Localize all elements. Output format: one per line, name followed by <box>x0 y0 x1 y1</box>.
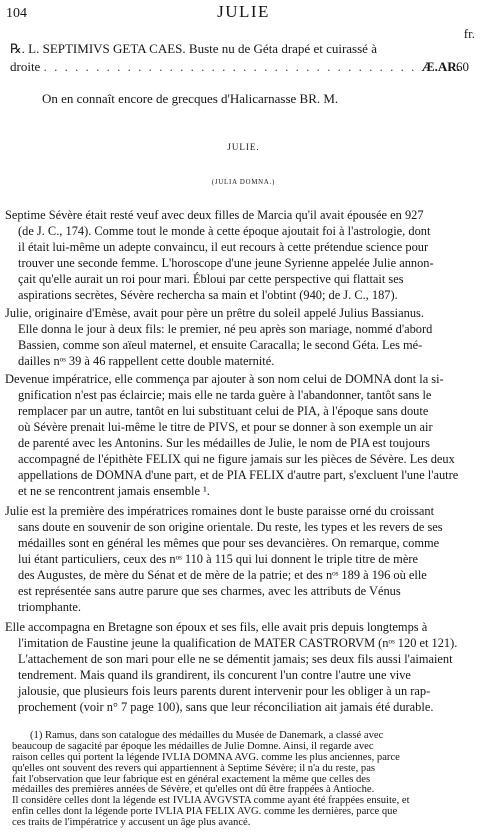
para-3-line-5: de parenté avec les Antonins. Sur les médailles de Julie, le nom de PIA est toujours <box>18 436 430 450</box>
currency-unit: fr. <box>463 26 475 41</box>
para-3-line-1: Devenue impératrice, elle commença par ajouter à son nom celui de DOMNA dont la si- <box>5 372 444 386</box>
coin-entry-metal: Æ.AR. <box>421 59 460 74</box>
footnote-line-8: enfin celles dont la légende porte IVLIA PIA FELIX AVG. comme les dernières, parce que <box>12 806 398 818</box>
para-1-line-3: il était lui-même un adepte convaincu, il eut recours à cette prétendue science pour <box>18 240 429 254</box>
para-1-line-2: (de J. C., 174). Comme tout le monde à cette époque ajoutait foi à l'astrologie, dont <box>18 224 431 238</box>
para-4-line-3: médailles sont en général les mêmes que pour ses devancières. On remarque, comme <box>18 536 440 550</box>
page-header <box>0 2 487 24</box>
para-5-line-2: l'imitation de Faustine jeune la qualification de MATER CASTRORVM (nᵒˢ 120 et 121). <box>18 636 458 650</box>
para-5-line-4: tendrement. Mais quand ils grandirent, ils concurent l'un contre l'autre une vive <box>18 668 411 682</box>
coin-entry-line-2: droite . . . . . . . . . . . . . . . . . . . . . . . . . . . . . . . . . . . . Æ.AR. 60 <box>10 59 469 74</box>
para-2-line-2: Elle donna le jour à deux fils: le premier, né peu après son mariage, nommé d'abord <box>18 322 433 336</box>
coin-entry-line-1: ℞. L. SEPTIMIVS GETA CAES. Buste nu de Géta drapé et cuirassé à <box>10 41 377 56</box>
footnote-line-7: Il considère celles dont la légende est IVLIA AVGVSTA comme ayant été frappées ensuite, et <box>12 795 410 807</box>
footnote-line-1: (1) Ramus, dans son catalogue des médailles du Musée de Danemark, a classé avec <box>30 730 384 741</box>
para-2-line-4: dailles nᵒˢ 39 à 46 rappellent cette double maternité. <box>18 354 275 368</box>
para-1-line-4: trouver une seconde femme. L'horoscope d'une jeune Syrienne appelée Julie annon- <box>18 256 434 270</box>
para-4-line-6: est représentée sans autre parure que ses charmes, avec les attributs de Vénus <box>18 584 401 598</box>
para-4-line-5: des Augustes, de mère du Sénat et de mère de la patrie; et des nᵒˢ 189 à 196 où elle <box>18 568 427 582</box>
para-4-line-1: Julie est la première des impératrices romaines dont le buste paraisse orné du croissant <box>5 504 435 518</box>
para-1-line-6: aspirations secrètes, Sévère rechercha sa main et l'obtint (940; de J. C., 187). <box>18 288 398 302</box>
para-1-line-1: Septime Sévère était resté veuf avec deux filles de Marcia qu'il avait épousée en 927 <box>5 208 424 222</box>
running-title: JULIE <box>217 2 270 21</box>
para-3-line-4: où Sévère prenait lui-même le titre de PIVS, et pour se donner à son exemple un air <box>18 420 433 434</box>
para-3-line-7: appellations de DOMNA d'une part, et de PIA FELIX d'autre part, s'excluent l'une l'autre <box>18 468 459 482</box>
coin-entry-droite: droite <box>10 59 41 74</box>
section-subtitle: (JULIA DOMNA.) <box>211 179 276 186</box>
para-4-line-2: sans doute en souvenir de son origine orientale. Du reste, les types et les revers de ses <box>18 520 443 534</box>
para-3-line-6: accompagné de l'épithète FELIX qui ne figure jamais sur les pièces de Sévère. Les deux <box>18 452 455 466</box>
section-title: JULIE. <box>227 142 260 152</box>
para-4-line-7: triomphante. <box>18 600 81 614</box>
footnote-line-3: raison celles qui portent la légende IVLIA DOMNA AVG. comme les plus anciennes, parce <box>12 751 400 763</box>
para-3-line-8: et ne se rencontrent jamais ensemble ¹. <box>18 484 210 498</box>
para-5-line-1: Elle accompagna en Bretagne son époux et ses fils, elle avait pris depuis longtemps à <box>5 620 428 634</box>
para-3-line-2: gnification n'est pas éclaircie; mais elle ne tarda guère à l'abandonner, tantôt sans le <box>18 388 432 402</box>
coin-entry-value: 60 <box>456 59 469 74</box>
footnote-line-4: qu'elles ont souvent des revers qui appartiennent à Septime Sévère; il n'a du reste, pas <box>12 762 376 774</box>
footnote-line-9: ces traits de l'impératrice y accusent un âge plus avancé. <box>12 817 251 829</box>
para-5-line-5: jalousie, que plusieurs fois leurs parents durent intervenir pour les obliger à un rap- <box>18 684 431 698</box>
para-5-line-3: L'attachement de son mari pour elle ne se démentit jamais; ses deux fils aussi l'aimaient <box>18 652 453 666</box>
footnote-line-6: médailles des premières années de Sévère, et qu'elles ont dû être frappées à Antioche. <box>12 784 375 796</box>
para-4-line-4: lui étant particuliers, ceux des nᵒˢ 110 à 115 qui lui donnent le triple titre de mère <box>18 552 418 566</box>
halicarnasse-note: On en connaît encore de grecques d'Halicarnasse BR. M. <box>42 91 339 106</box>
para-5-line-6: prochement (voir n° 7 page 100), sans que leur réconciliation ait jamais été durable. <box>18 700 434 714</box>
page-number: 104 <box>6 6 27 21</box>
para-1-line-5: çait qu'elle aurait un roi pour mari. Ébloui par cette perspective qui flattait ses <box>18 272 404 286</box>
footnote-line-2: beaucoup de sagacité par époque les médailles de Julie Domne. Ainsi, il regarde avec <box>12 740 374 752</box>
para-3-line-3: remplacer par un autre, tantôt en lui substituant celui de PIA, à l'époque sans doute <box>18 404 429 418</box>
para-2-line-1: Julie, originaire d'Emèse, avait pour père un prêtre du soleil appelé Julius Bassianus. <box>5 306 424 320</box>
footnote-line-5: fait l'observation que leur fabrique est en général exactement la même que celles des <box>12 773 371 785</box>
para-2-line-3: Bassien, comme son aïeul maternel, et ensuite Caracalla; le second Géta. Les mé- <box>18 338 423 352</box>
